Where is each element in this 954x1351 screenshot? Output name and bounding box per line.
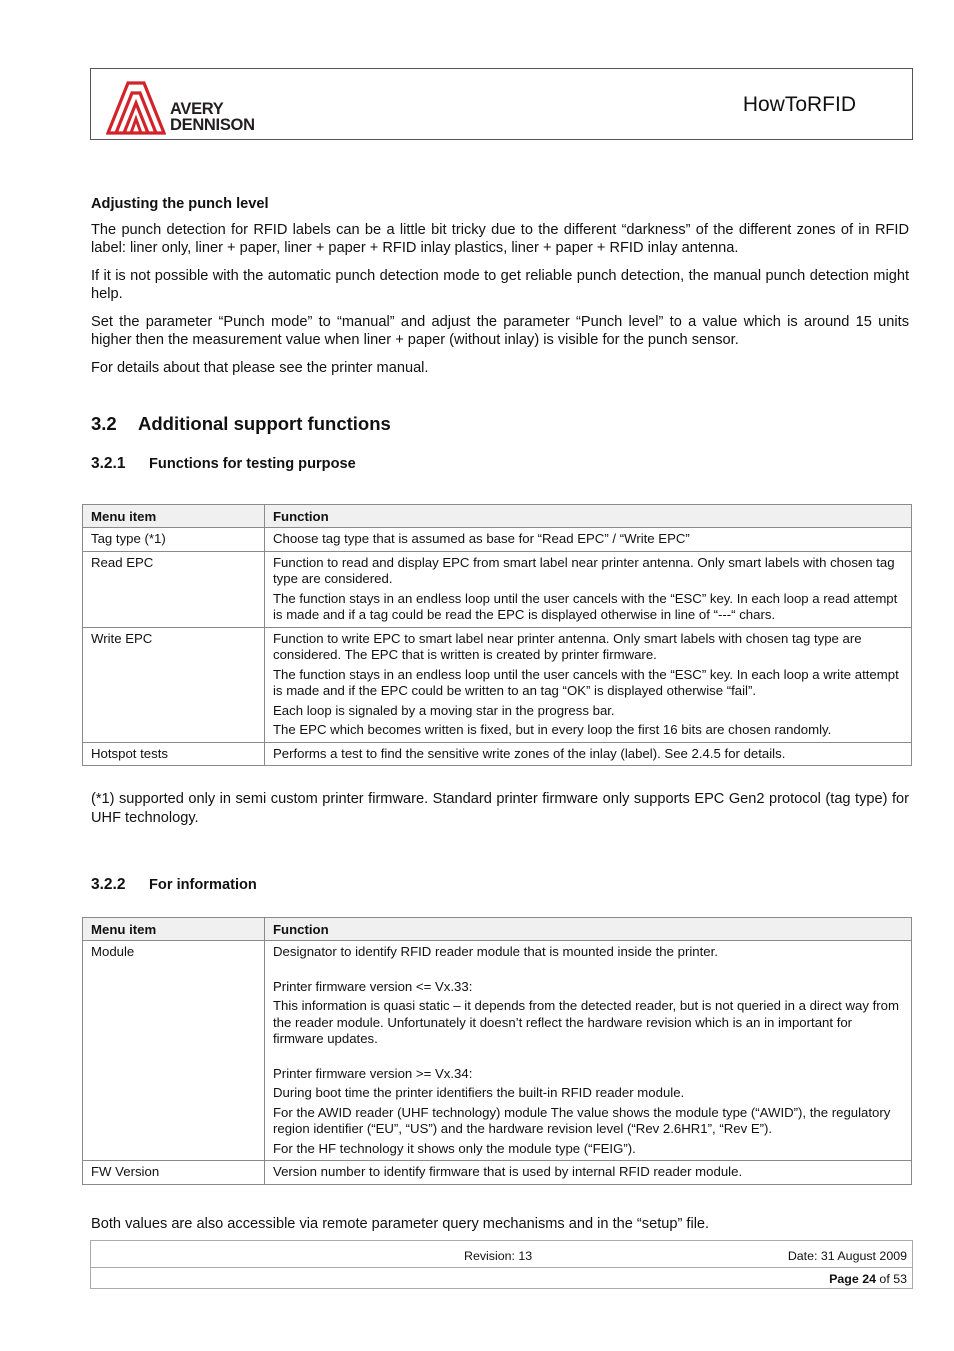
- paragraph: The punch detection for RFID labels can be a little bit tricky due to the different “darkness” of the different zones of in RFID label: liner only, liner + paper, liner + paper + RFID inlay plastics, liner + paper + RFID inlay antenna.: [91, 222, 909, 256]
- footnote: (*1) supported only in semi custom printer firmware. Standard printer firmware only supports EPC Gen2 protocol (tag type) for UHF technology.: [91, 791, 909, 826]
- table-row: [83, 941, 912, 1161]
- menu-item-cell: Read EPC: [83, 551, 265, 627]
- table-header-row: [83, 918, 912, 941]
- table-row: [83, 551, 912, 627]
- function-cell: [265, 742, 912, 766]
- section-number: 3.2.2: [91, 876, 126, 893]
- function-cell: [265, 528, 912, 552]
- function-text: During boot time the printer identifiers the built-in RFID reader module.: [273, 1085, 685, 1100]
- column-header-menu-item: Menu item: [83, 505, 265, 528]
- column-header-menu-item: Menu item: [83, 918, 265, 941]
- section-heading-3-2-1: [91, 455, 909, 473]
- function-text: Designator to identify RFID reader module that is mounted inside the printer.: [273, 944, 718, 959]
- avery-dennison-logo: [106, 79, 276, 137]
- menu-item-cell: Module: [83, 941, 265, 1161]
- function-cell: [265, 941, 912, 1161]
- section-heading-3-2-2: [91, 876, 257, 894]
- function-text: Each loop is signaled by a moving star in the progress bar.: [273, 702, 615, 718]
- function-text: The function stays in an endless loop until the user cancels with the “ESC” key. In each loop a read attempt is made and if a tag could be read the EPC is displayed otherwise in line of “---“ chars.: [273, 590, 898, 622]
- testing-functions-table: [82, 504, 912, 766]
- paragraph: For details about that please see the printer manual.: [91, 360, 429, 376]
- function-cell: [265, 1161, 912, 1185]
- footer-row: [91, 1241, 912, 1268]
- logo-mark-icon: [106, 79, 166, 137]
- page-number: [829, 1272, 907, 1286]
- section-number: 3.2: [91, 413, 117, 434]
- table-row: [83, 1161, 912, 1185]
- section-heading-3-2: [91, 413, 909, 435]
- menu-item-cell: Write EPC: [83, 627, 265, 742]
- document-title: HowToRFID: [742, 93, 856, 116]
- table-row: [83, 742, 912, 766]
- table-row: [83, 627, 912, 742]
- function-text: Choose tag type that is assumed as base for “Read EPC” / “Write EPC”: [273, 531, 690, 546]
- function-text: For the AWID reader (UHF technology) module The value shows the module type (“AWID”), the regulatory region identifier (“EU”, “US”) and the hardware revision level (“Rev 2.6HR1”, “Rev E”).: [273, 1104, 891, 1136]
- paragraph: If it is not possible with the automatic punch detection mode to get reliable punch detection, the manual punch detection might help.: [91, 268, 909, 302]
- menu-item-cell: Hotspot tests: [83, 742, 265, 766]
- function-text: The function stays in an endless loop until the user cancels with the “ESC” key. In each loop a write attempt is made and if the EPC could be written to an tag “OK” is displayed otherwise “fail”.: [273, 666, 899, 698]
- function-cell: [265, 627, 912, 742]
- function-cell: [265, 551, 912, 627]
- table-row: [83, 528, 912, 552]
- logo-line-1: AVERY: [170, 100, 224, 118]
- function-text: Function to read and display EPC from smart label near printer antenna. Only smart labels with chosen tag type are considered.: [273, 554, 895, 586]
- section-title: Functions for testing purpose: [149, 456, 356, 472]
- menu-item-cell: Tag type (*1): [83, 528, 265, 552]
- function-text: The EPC which becomes written is fixed, but in every loop the first 16 bits are chosen randomly.: [273, 722, 832, 737]
- page-total: of 53: [875, 1272, 907, 1286]
- section-number: 3.2.1: [91, 455, 126, 472]
- page-current: Page 24: [829, 1272, 876, 1286]
- section-title: For information: [149, 877, 257, 893]
- function-text: Performs a test to find the sensitive write zones of the inlay (label). See 2.4.5 for details.: [273, 745, 786, 761]
- closing-paragraph: Both values are also accessible via remote parameter query mechanisms and in the “setup” file.: [91, 1216, 710, 1232]
- logo-wordmark: [170, 101, 255, 133]
- function-text: Printer firmware version >= Vx.34:: [273, 1065, 473, 1081]
- section-title: Additional support functions: [138, 413, 391, 434]
- main-content: [91, 196, 909, 495]
- revision-label: Revision: 13: [464, 1249, 533, 1263]
- logo-line-2: DENNISON: [170, 116, 255, 134]
- function-text: This information is quasi static – it depends from the detected reader, but is not queried in a direct way from the reader module. Unfortunately it doesn’t reflect the hardware revision which is an in important for firmware updates.: [273, 998, 899, 1046]
- function-text: Printer firmware version <= Vx.33:: [273, 978, 473, 994]
- column-header-function: Function: [265, 918, 912, 941]
- function-text: Version number to identify firmware that is used by internal RFID reader module.: [273, 1164, 743, 1179]
- function-text: For the HF technology it shows only the module type (“FEIG”).: [273, 1140, 636, 1156]
- paragraph: Set the parameter “Punch mode” to “manual” and adjust the parameter “Punch level” to a value which is around 15 units higher then the measurement value when liner + paper (without inlay) is visible for the punch sensor.: [91, 314, 909, 348]
- information-table: [82, 917, 912, 1185]
- table-header-row: [83, 505, 912, 528]
- page-header: [90, 68, 913, 140]
- function-text: Function to write EPC to smart label near printer antenna. Only smart labels with chosen tag type are considered. The EPC that is written is created by printer firmware.: [273, 630, 862, 662]
- menu-item-cell: FW Version: [83, 1161, 265, 1185]
- column-header-function: Function: [265, 505, 912, 528]
- page-footer: [90, 1240, 913, 1289]
- date-label: Date: 31 August 2009: [787, 1249, 907, 1263]
- punch-heading: Adjusting the punch level: [91, 196, 269, 212]
